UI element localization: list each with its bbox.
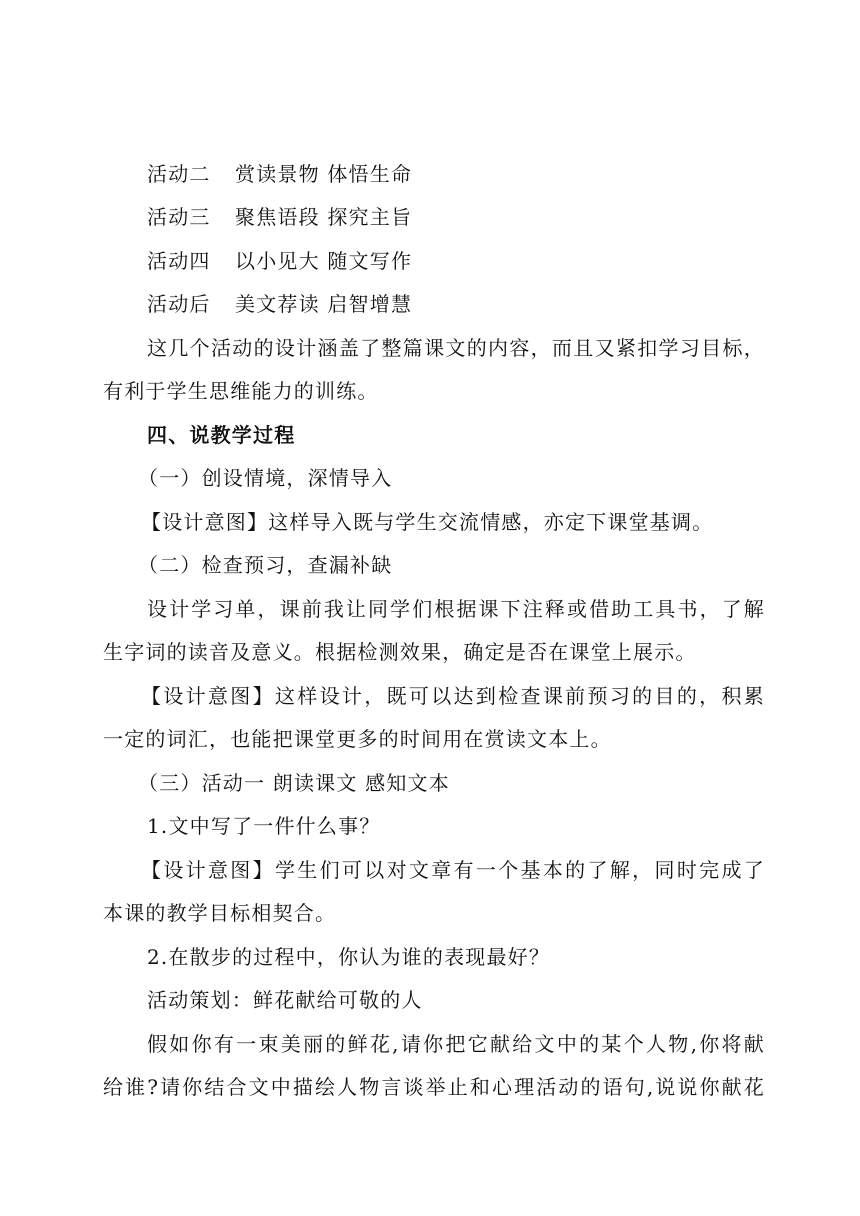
activity-label: 活动三: [147, 205, 211, 229]
activity-text: 赏读景物 体悟生命: [235, 162, 413, 186]
question-2: 2.在散步的过程中，你认为谁的表现最好？: [147, 945, 551, 969]
step-2-para-line-1: 设计学习单，课前我让同学们根据课下注释或借助工具书，了解: [147, 597, 765, 621]
activity-text: 聚焦语段 探究主旨: [235, 205, 413, 229]
step-2-title: （二）检查预习，查漏补缺: [138, 553, 393, 577]
activity-label: 活动四: [147, 249, 211, 273]
activity-item-3: [147, 203, 412, 231]
activity-text: 美文荐读 启智增慧: [235, 292, 413, 316]
step-1-intent: 【设计意图】这样导入既与学生交流情感，亦定下课堂基调。: [141, 510, 714, 534]
section-heading: 四、说教学过程: [147, 423, 296, 447]
summary-line-1: 这几个活动的设计涵盖了整篇课文的内容，而且又紧扣学习目标，: [147, 336, 765, 360]
activity-plan-line-1: 假如你有一束美丽的鲜花,请你把它献给文中的某个人物,你将献: [147, 1032, 765, 1056]
step-3-title: （三）活动一 朗读课文 感知文本: [138, 771, 450, 795]
activity-label: 活动二: [147, 162, 211, 186]
activity-item-after: [147, 290, 412, 318]
activity-item-4: [147, 247, 412, 275]
activity-plan-title: 活动策划：鲜花献给可敬的人: [147, 988, 423, 1012]
step-2-intent-line-2: 一定的词汇，也能把课堂更多的时间用在赏读文本上。: [103, 727, 612, 751]
activity-label: 活动后: [147, 292, 211, 316]
step-2-para-line-2: 生字词的读音及意义。根据检测效果，确定是否在课堂上展示。: [103, 640, 697, 664]
summary-line-2: 有利于学生思维能力的训练。: [103, 379, 379, 403]
question-1-intent-line-2: 本课的教学目标相契合。: [103, 901, 337, 925]
step-2-intent-line-1: 【设计意图】这样设计，既可以达到检查课前预习的目的，积累: [141, 684, 765, 708]
activity-item-2: [147, 160, 412, 188]
step-1-title: （一）创设情境，深情导入: [138, 466, 393, 490]
question-1-intent-line-1: 【设计意图】学生们可以对文章有一个基本的了解，同时完成了: [141, 858, 765, 882]
activity-text: 以小见大 随文写作: [235, 249, 413, 273]
activity-plan-line-2: 给谁?请你结合文中描绘人物言谈举止和心理活动的语句,说说你献花: [103, 1075, 765, 1099]
question-1: 1.文中写了一件什么事？: [147, 814, 381, 838]
